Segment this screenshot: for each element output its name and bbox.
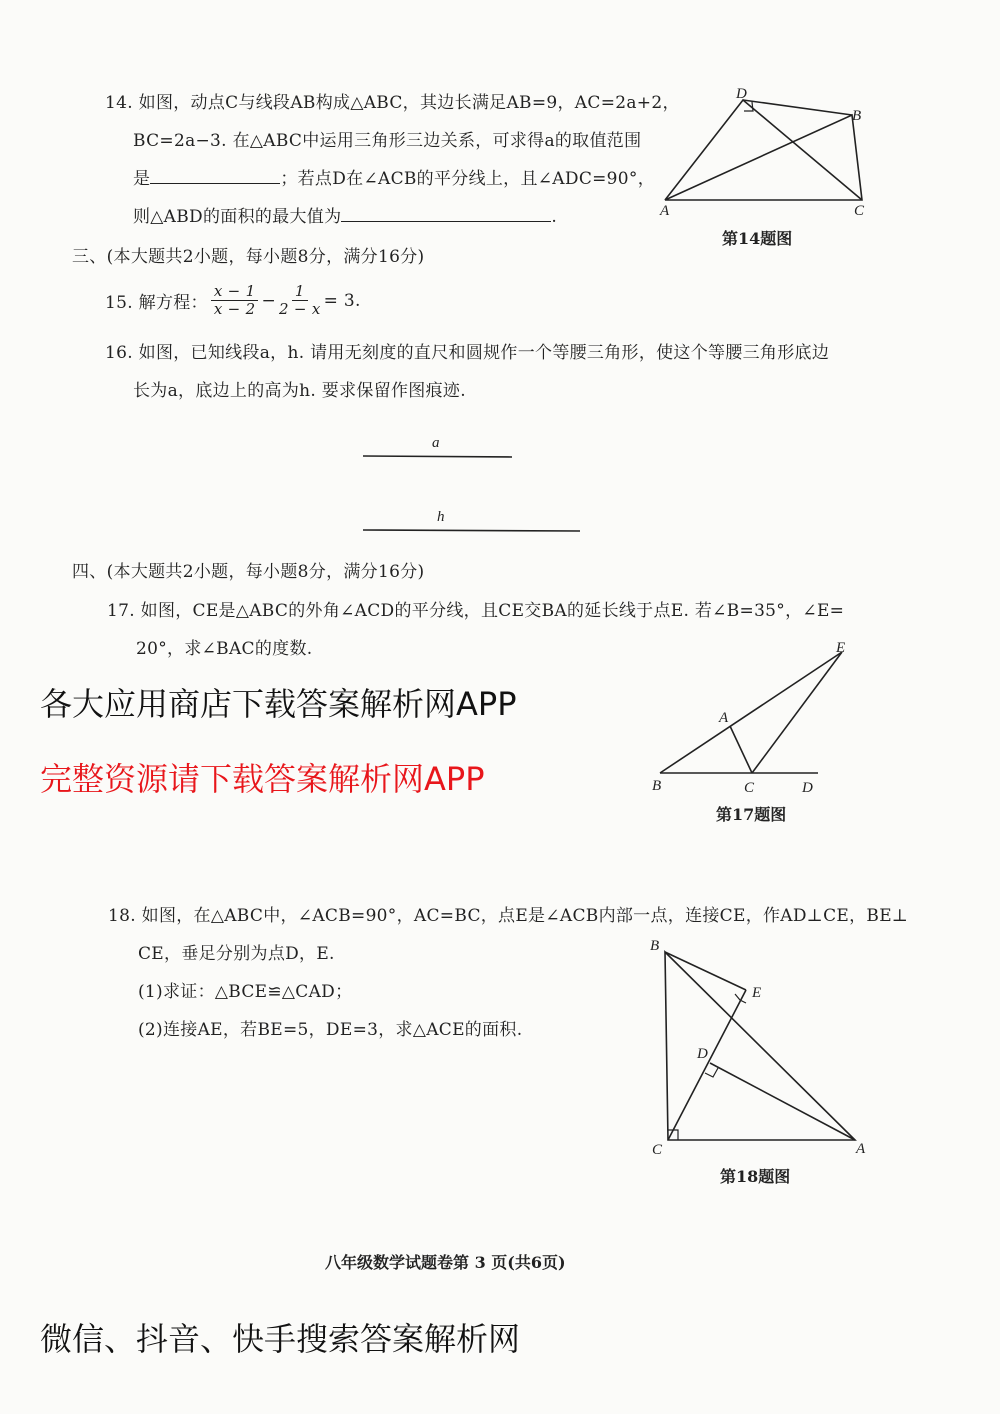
fig18-triangle-abc xyxy=(665,952,855,1140)
section4-heading: 四、(本大题共2小题，每小题8分，满分16分) xyxy=(72,562,425,582)
q18-caption: 第18题图 xyxy=(720,1167,791,1186)
segment-h-label: h xyxy=(437,509,445,525)
label-e: E xyxy=(836,640,846,656)
label-a: A xyxy=(660,203,670,219)
q14-caption: 第14题图 xyxy=(722,229,793,248)
rhs: = 3. xyxy=(323,290,361,311)
fig14-lines-ad-dc xyxy=(665,100,862,200)
label-b: B xyxy=(852,108,862,124)
section3-heading: 三、(本大题共2小题，每小题8分，满分16分) xyxy=(72,247,425,267)
label-e: E xyxy=(752,985,762,1001)
label-a: A xyxy=(856,1141,866,1157)
label-a: A xyxy=(719,710,729,726)
q18-part1: (1)求证：△BCE≌△CAD； xyxy=(138,982,353,1002)
label-d: D xyxy=(736,86,747,102)
watermark-search: 微信、抖音、快手搜索答案解析网 xyxy=(40,1320,521,1358)
fig17-line-be xyxy=(660,652,842,773)
figure-14 xyxy=(659,86,865,219)
q16-line1: 16. 如图，已知线段a，h. 请用无刻度的直尺和圆规作一个等腰三角形，使这个等腰三角形底边 xyxy=(105,343,830,363)
numerator: x − 1 xyxy=(211,283,259,301)
q17-caption: 第17题图 xyxy=(716,805,787,824)
q15-prefix: 15. 解方程： xyxy=(105,293,208,313)
label-c: C xyxy=(652,1142,663,1158)
right-angle-d xyxy=(705,1068,718,1077)
fig18-line-ce xyxy=(668,990,746,1140)
q16-line2: 长为a，底边上的高为h. 要求保留作图痕迹. xyxy=(133,381,466,401)
q14-line1: 14. 如图，动点C与线段AB构成△ABC，其边长满足AB=9，AC=2a+2， xyxy=(105,93,680,113)
figure-18 xyxy=(650,938,866,1158)
segment-h xyxy=(363,530,580,531)
q17-line2: 20°，求∠BAC的度数. xyxy=(136,639,313,659)
q18-line2: CE，垂足分别为点D，E. xyxy=(138,944,335,964)
label-d: D xyxy=(697,1046,708,1062)
label-c: C xyxy=(854,203,865,219)
denominator: 2 − x xyxy=(279,300,321,318)
q18-line1: 18. 如图，在△ABC中，∠ACB=90°，AC=BC，点E是∠ACB内部一点，连接CE，作AD⊥CE，BE⊥ xyxy=(108,906,909,926)
label-b: B xyxy=(650,938,660,954)
q14-text: 是 xyxy=(133,169,151,189)
q17-line1: 17. 如图，CE是△ABC的外角∠ACD的平分线，且CE交BA的延长线于点E. 若∠B=35°，∠E= xyxy=(107,601,845,621)
fig18-line-be xyxy=(665,952,746,990)
page-footer: 八年级数学试题卷第 3 页(共6页) xyxy=(325,1253,566,1272)
q14-text: . xyxy=(551,207,558,227)
fig17-line-ce xyxy=(752,652,842,773)
fig17-line-ac xyxy=(730,726,752,773)
label-d: D xyxy=(802,780,813,796)
segment-a-label: a xyxy=(432,435,440,451)
q14-text: ；若点D在∠ACB的平分线上，且∠ADC=90°， xyxy=(280,169,655,189)
figure-17 xyxy=(652,640,845,796)
q14-line2: BC=2a−3. 在△ABC中运用三角形三边关系，可求得a的取值范围 xyxy=(133,131,642,151)
q18-part2: (2)连接AE，若BE=5，DE=3，求△ACE的面积. xyxy=(138,1020,523,1040)
fig18-line-ad xyxy=(710,1063,855,1140)
watermark-app-stores: 各大应用商店下载答案解析网APP xyxy=(40,685,517,723)
segment-a xyxy=(363,456,512,457)
denominator: x − 2 xyxy=(213,300,256,318)
watermark-red: 完整资源请下载答案解析网APP xyxy=(40,760,485,798)
minus-sign: − xyxy=(261,290,276,311)
numerator: 1 xyxy=(292,283,308,301)
label-b: B xyxy=(652,778,662,794)
fig14-triangle-abc xyxy=(665,115,862,200)
q14-text: 则△ABD的面积的最大值为 xyxy=(133,207,342,227)
label-c: C xyxy=(744,780,755,796)
